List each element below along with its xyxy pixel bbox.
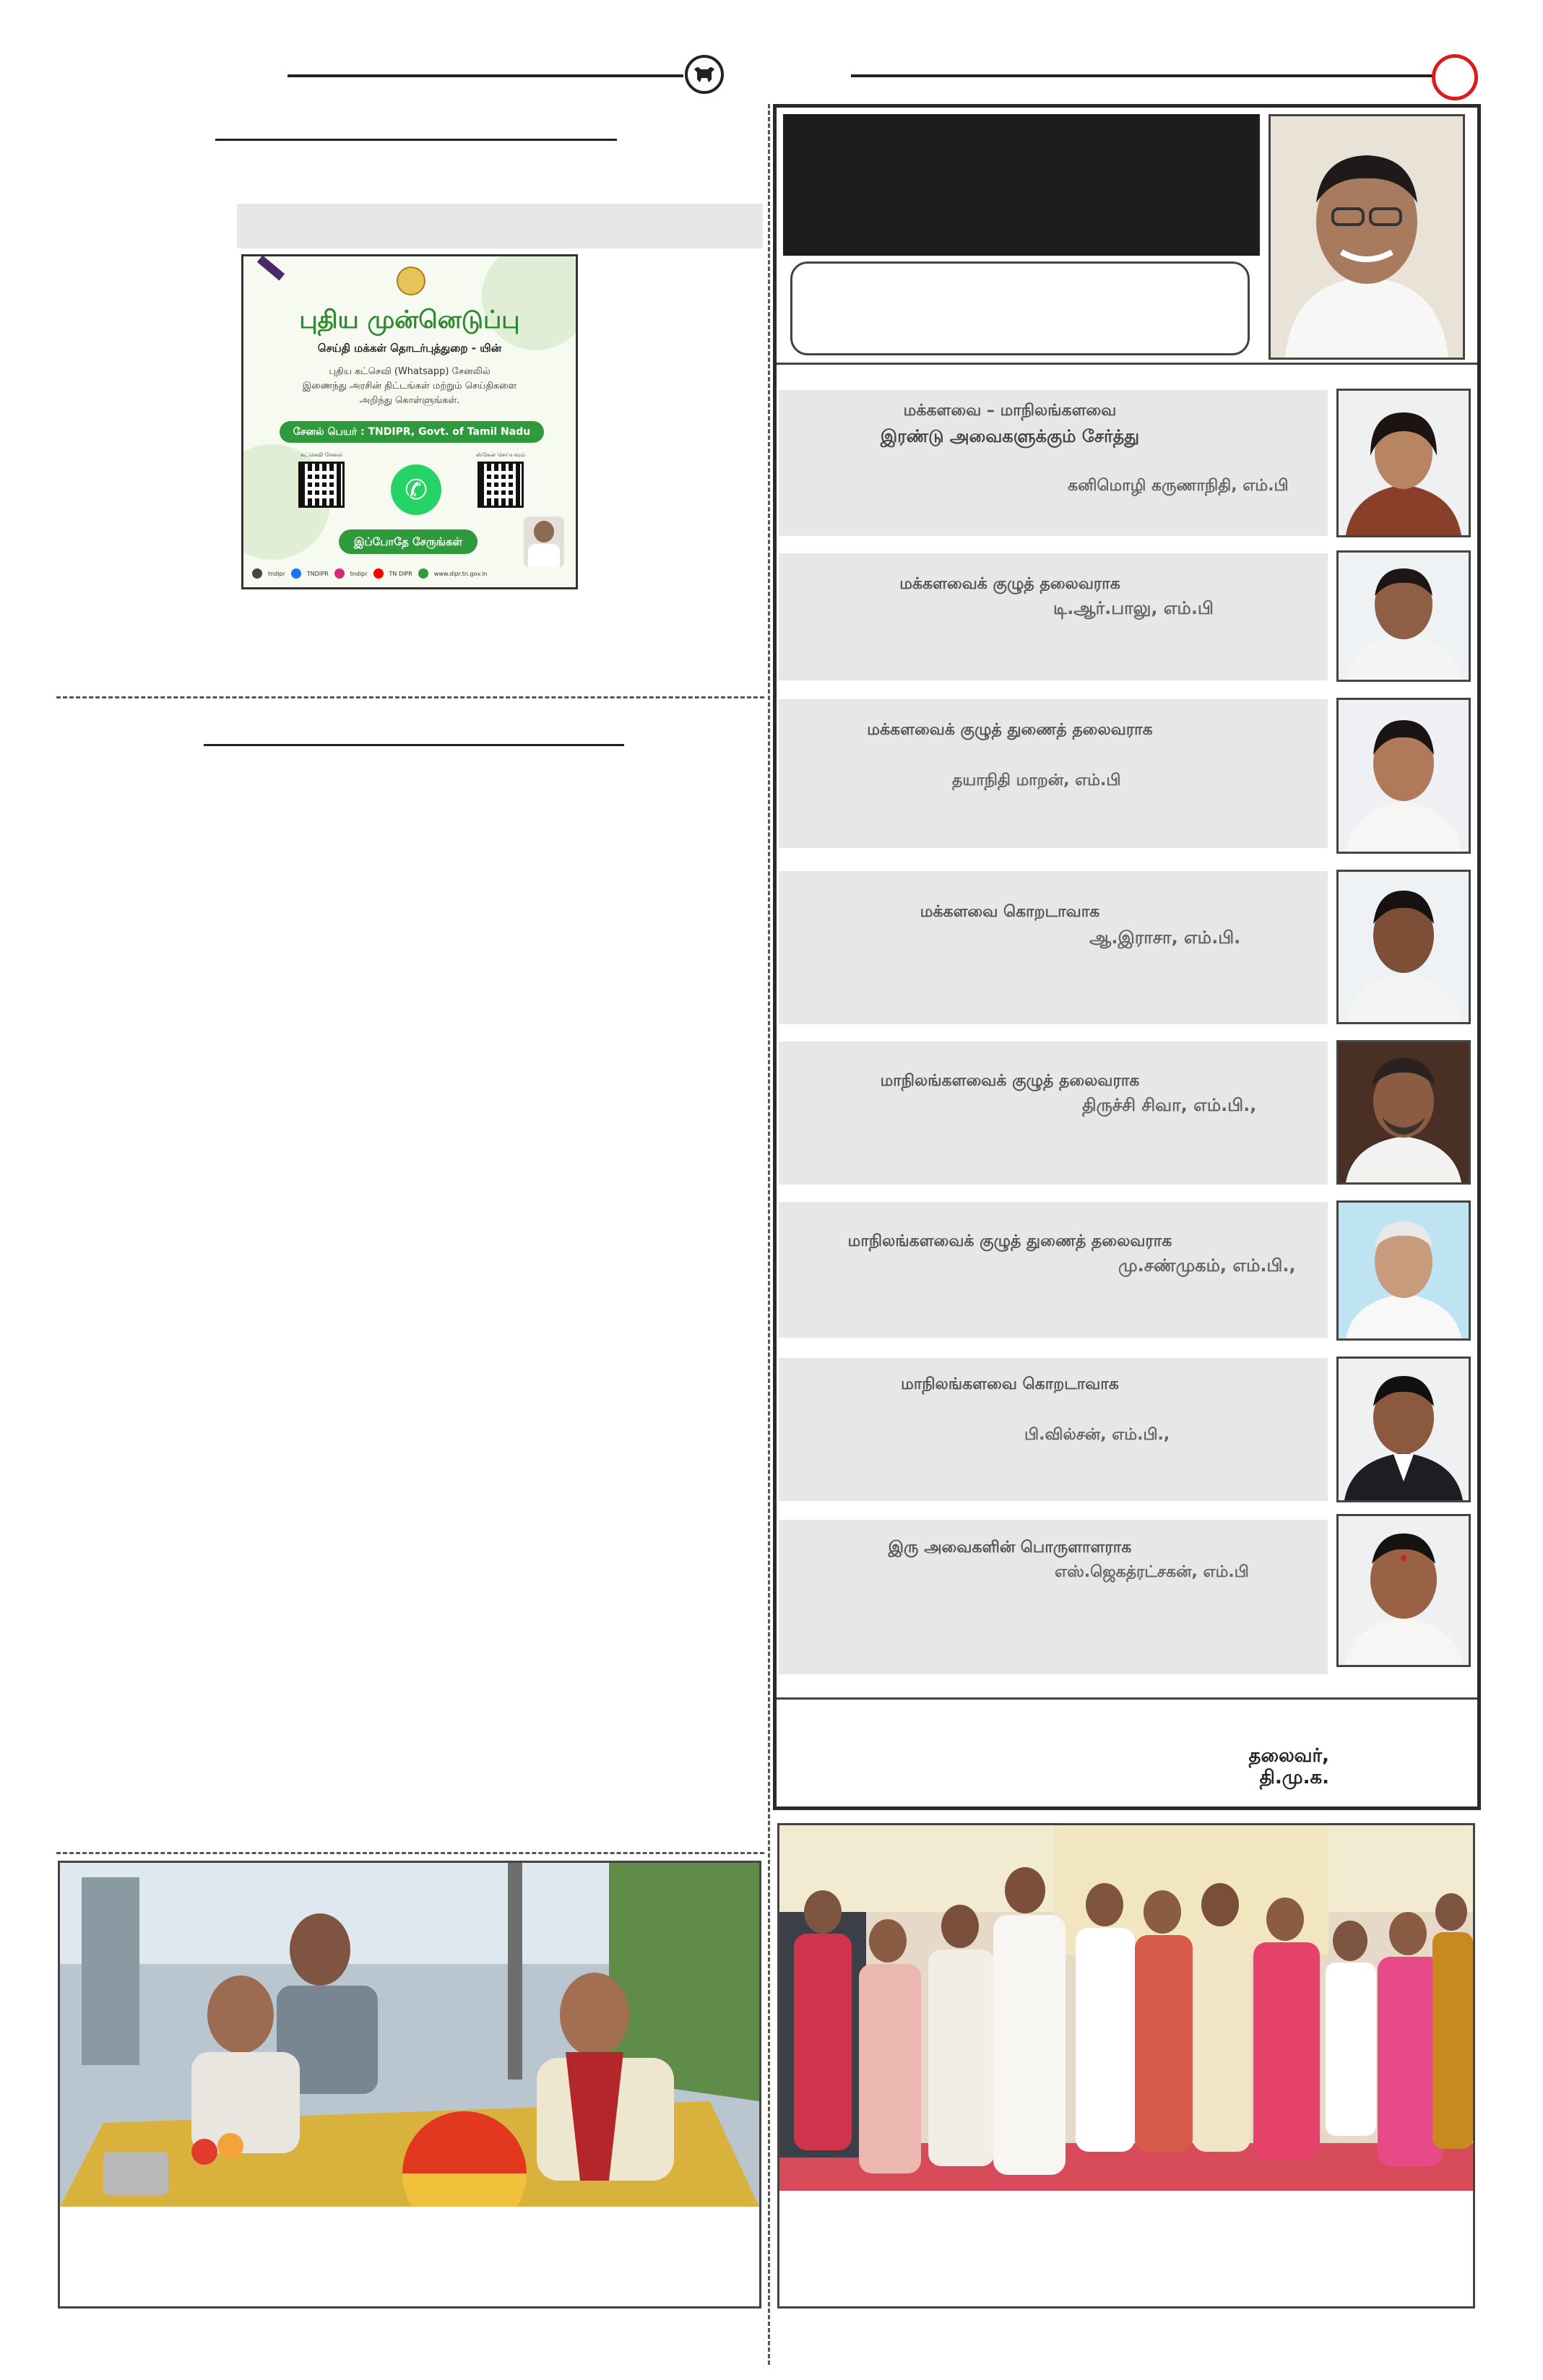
campaign-photo	[60, 1863, 759, 2207]
red-ring-icon	[1432, 54, 1478, 100]
member-photo-image	[1339, 391, 1469, 535]
appointment-entry	[779, 553, 1328, 680]
wedding-photo	[779, 1825, 1473, 2191]
entry-name: பி.வில்சன், எம்.பி.,	[1024, 1426, 1170, 1444]
x-icon[interactable]	[252, 568, 262, 579]
qr-code-left[interactable]	[298, 462, 345, 508]
member-photo-image	[1339, 1042, 1469, 1182]
qr-code-right[interactable]	[477, 462, 524, 508]
grey-caption-band	[237, 204, 763, 248]
entry-role-line1: மாநிலங்களவை கொறடாவாக	[901, 1375, 1119, 1393]
ad-body	[287, 365, 532, 408]
member-photo-image	[1339, 872, 1469, 1022]
column-divider	[768, 104, 770, 2365]
social-handle: TN DIPR	[389, 570, 412, 577]
ad-body-line: இணைந்து அரசின் திட்டங்கள் மற்றும் செய்திகளை	[302, 381, 517, 391]
member-photo	[1336, 1514, 1471, 1667]
panel-separator	[777, 363, 1477, 365]
member-photo	[1336, 1356, 1471, 1502]
appointment-entry	[779, 1358, 1328, 1501]
member-photo	[1336, 870, 1471, 1024]
chief-minister-portrait-small	[524, 516, 564, 567]
social-handle: www.dipr.tn.gov.in	[433, 570, 488, 577]
bull-icon-glyph	[692, 64, 717, 85]
whatsapp-icon: ✆	[391, 464, 441, 515]
headline-underline-2	[204, 744, 624, 746]
social-handle: tndipr	[350, 570, 368, 577]
appointment-entry	[779, 1042, 1328, 1185]
member-photo	[1336, 698, 1471, 854]
facebook-icon[interactable]	[291, 568, 301, 579]
whatsapp-channel-ad[interactable]	[241, 254, 578, 589]
join-now-button[interactable]: இப்போதே சேருங்கள்	[339, 529, 477, 554]
panel-separator	[777, 1697, 1477, 1700]
member-photo	[1336, 389, 1471, 537]
member-photo	[1336, 550, 1471, 682]
signature-party: தி.மு.க.	[1259, 1767, 1329, 1788]
entry-name: மு.சண்முகம், எம்.பி.,	[1118, 1255, 1296, 1276]
social-handle: tndipr	[268, 570, 285, 577]
leader-portrait-image	[1271, 116, 1463, 358]
entry-name: எஸ்.ஜெகத்ரட்சகன், எம்.பி	[1055, 1563, 1249, 1581]
appointment-entry	[779, 1520, 1328, 1674]
member-photo-image	[1339, 1516, 1469, 1665]
entry-role-line1: இரு அவைகளின் பொருளாளராக	[888, 1539, 1132, 1557]
entry-name: தயாநிதி மாறன், எம்.பி	[952, 771, 1121, 789]
ad-body-line: அறிந்து கொள்ளுங்கள்.	[359, 395, 460, 406]
ad-channel-name: சேனல் பெயர் : TNDIPR, Govt. of Tamil Nadu	[280, 421, 544, 443]
wedding-photo-frame	[777, 1823, 1475, 2308]
ad-subtitle: செய்தி மக்கள் தொடர்புத்துறை - யின்	[317, 342, 502, 355]
appointment-entry	[779, 699, 1328, 848]
web-icon[interactable]	[418, 568, 428, 579]
appointment-entry	[779, 390, 1328, 536]
ad-social-footer	[252, 566, 567, 581]
entry-name: டி.ஆர்.பாலு, எம்.பி	[1053, 598, 1214, 618]
instagram-icon[interactable]	[334, 568, 345, 579]
entry-role-line2: இரண்டு அவைகளுக்கும் சேர்த்து	[880, 426, 1140, 446]
entry-role-line1: மாநிலங்களவைக் குழுத் தலைவராக	[880, 1072, 1140, 1090]
entry-role-line1: மக்களவை கொறடாவாக	[920, 903, 1100, 921]
member-photo-image	[1339, 1359, 1469, 1500]
section-divider	[56, 696, 764, 698]
member-photo	[1336, 1200, 1471, 1341]
bull-icon	[685, 55, 724, 94]
ad-title: புதிய முன்னெடுப்பு	[299, 306, 520, 334]
ad-body-line: புதிய கட்செவி (Whatsapp) சேனலில்	[329, 366, 490, 377]
announcement-header-block	[783, 114, 1260, 256]
entry-role-line1: மக்களவை – மாநிலங்களவை	[903, 402, 1117, 420]
announcement-intro-box	[790, 261, 1250, 355]
entry-name: ஆ.இராசா, எம்.பி.	[1089, 927, 1241, 948]
entry-name: கனிமொழி கருணாநிதி, எம்.பி	[1068, 477, 1289, 495]
leader-portrait	[1268, 114, 1465, 360]
qr-right-label: ஸ்கேன் செய்யவும்	[475, 451, 526, 458]
appointment-entry	[779, 1202, 1328, 1338]
section-divider	[56, 1852, 764, 1854]
header-rule-left	[288, 74, 683, 77]
pen-icon	[257, 256, 285, 281]
headline-underline-1	[215, 139, 617, 141]
member-photo-image	[1339, 700, 1469, 852]
social-handle: TNDIPR	[306, 570, 329, 577]
appointment-entry	[779, 871, 1328, 1024]
member-photo-image	[1339, 1203, 1469, 1338]
header-rule-right	[851, 74, 1438, 77]
entry-role-line1: மாநிலங்களவைக் குழுத் துணைத் தலைவராக	[847, 1232, 1172, 1250]
campaign-photo-frame	[58, 1861, 761, 2308]
entry-name: திருச்சி சிவா, எம்.பி.,	[1082, 1095, 1257, 1115]
qr-left-label: கட்செவி சேனல்	[300, 451, 343, 458]
signature-title: தலைவர்,	[1248, 1745, 1329, 1767]
member-photo-image	[1339, 553, 1469, 680]
member-photo	[1336, 1040, 1471, 1185]
entry-role-line1: மக்களவைக் குழுத் தலைவராக	[899, 575, 1120, 593]
entry-role-line1: மக்களவைக் குழுத் துணைத் தலைவராக	[867, 721, 1153, 739]
tn-government-emblem	[397, 267, 425, 295]
youtube-icon[interactable]	[373, 568, 384, 579]
